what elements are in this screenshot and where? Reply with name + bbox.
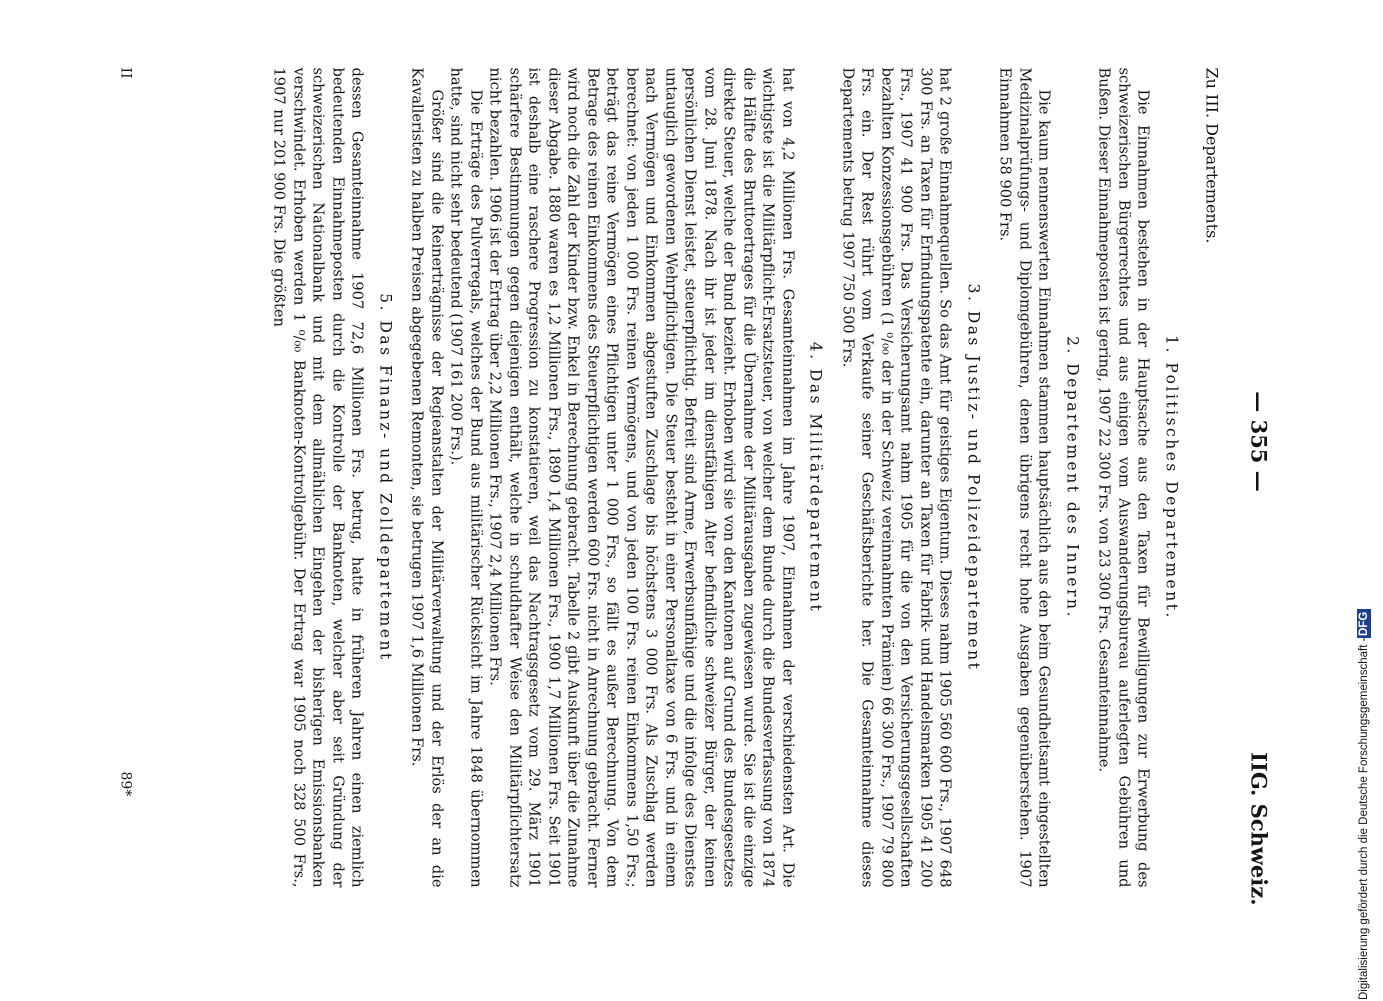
signature-mark-right: 89* xyxy=(117,771,133,796)
section-heading: Zu III. Departements. xyxy=(1202,67,1221,243)
department-2-title: 2. Departement des Innern. xyxy=(1063,335,1081,619)
dfg-credit-label: Digitalisierung gefördert durch die Deutsche Forschungsgemeinschaft - xyxy=(1358,637,1370,1000)
department-4-paragraph-1: hat von 4,2 Millionen Frs. Gesamteinnahmen im Jahre 1907, Einnahmen der verschiedensten Art. Die wichtigste ist die Militärpflicht-Ersatzsteuer, von welcher dem Bunde durch die Bundesverfassung von 1874 die Hälfte des Bruttoertrages für die Übernahme der Militärausgaben zugewiesen wurde. Sie ist die einzige direkte Steuer, welche der Bund bezieht. Erhoben wird sie von den Kantonen auf Grund des Bundesgesetzes vom 28. Juni 1878. Nach ihr ist jeder im dienstfähigen Alter befindliche schweizer Bürger, der keinen persönlichen Dienst leistet, steuerpflichtig. Befreit sind Arme, Erwerbsunfähige und die infolge des Dienstes untauglich gewordenen Wehrpflichtigen. Die Steuer besteht in einer Personaltaxe von 6 Frs. und in einem nach Vermögen und Einkommen abgestuften Zuschlage bis höchstens 3 000 Frs. Als Zuschlag werden berechnet: von jeden 1 000 Frs. reinen Vermögens, und von jeden 100 Frs. reinen Einkommens 1,50 Frs.; beträgt das reine Vermögen eines Pflichtigen unter 1 000 Frs., so fällt es außer Berechnung. Von dem Betrage des reinen Einkommens des Steuerpflichtigen werden 600 Frs. nicht in Anrechnung gebracht. Ferner wird noch die Zahl der Kinder bzw. Enkel in Berechnung gebracht. Tabelle 2 gibt Auskunft über die Zunahme dieser Abgabe. 1880 waren es 1,2 Millionen Frs., 1890 1,4 Millionen Frs., 1900 1,7 Millionen Frs. Seit 1901 ist deshalb eine raschere Progression zu konstatieren, weil das Nachtragsgesetz vom 29. März 1901 schärfere Bestimmungen gegen diejenigen enthält, welche in schuldhafter Weise den Militärpflichtersatz nicht bezahlen. 1906 ist der Ertrag über 2,2 Millionen Frs., 1907 2,4 Millionen Frs. xyxy=(486,67,796,887)
digitization-credit-text xyxy=(1349,0,1379,1000)
department-4-paragraph-2: Die Erträge des Pulverregals, welches der Bund aus militärischer Rücksicht im Jahre 1848 übernommen hatte, sind nicht sehr bedeutend (1907 161 200 Frs.). xyxy=(447,67,484,887)
department-3-title: 3. Das Justiz- und Polizeidepartement xyxy=(964,283,982,671)
running-head: IIG. Schweiz. xyxy=(1246,751,1271,905)
page-body xyxy=(269,67,1193,887)
page-number: — 355 — xyxy=(1246,390,1271,492)
department-5-title: 5. Das Finanz- und Zolldepartement xyxy=(376,292,394,662)
page-header xyxy=(1231,61,1271,941)
department-4-paragraph-3: Größer sind die Reinerträgnisse der Regieanstalten der Militärverwaltung und der Erlös der an die Kavalleristen zu halben Preisen abgegebenen Remonten, sie betrugen 1907 1,6 Millionen Frs. xyxy=(408,67,445,887)
department-2-paragraph: Die kaum nennenswerten Einnahmen stammen hauptsächlich aus den beim Gesundheitsamt eingestellten Medizinalprüfungs- und Diplomgebühren, denen übrigens recht hohe Ausgaben gegenüberstehen. 1907 Einnahmen 58 900 Frs. xyxy=(996,67,1053,887)
department-1-paragraph: Die Einnahmen bestehen in der Hauptsache aus den Taxen für Bewilligungen zur Erwerbung des schweizerischen Bürgerrechtes und aus einigen vom Auswanderungsbureau auferlegten Gebühren und Bußen. Dieser Einnahmeposten ist gering, 1907 22 300 Frs. von 23 300 Frs. Gesamteinnahme. xyxy=(1095,67,1152,887)
dfg-logo: DFG xyxy=(1358,611,1370,636)
department-1-title: 1. Politisches Departement. xyxy=(1162,334,1180,620)
signature-mark-left: II xyxy=(117,67,133,79)
department-3-paragraph: hat 2 große Einnahmequellen. So das Amt für geistiges Eigentum. Dieses nahm 1905 560 600 Frs., 1907 648 300 Frs. an Taxen für Erfindungspatente ein, darunter an Taxen für Fabrik- und Handelsmarken 1905 41 200 Frs., 1907 41 900 Frs. Das Versicherungsamt nahm 1905 für die von den Versicherungsgesellschaften bezahlten Konzessionsgebühren (1 ⁰/₀₀ der in der Schweiz vereinnahmten Prämien) 66 300 Frs., 1907 79 800 Frs. ein. Der Rest rührt vom Verkaufe seiner Geschäftsberichte her. Die Gesamteinnahme dieses Departements betrug 1907 750 500 Frs. xyxy=(839,67,954,887)
department-5-paragraph: dessen Gesamteinnahme 1907 72,6 Millionen Frs. betrug, hatte in früheren Jahren einen ziemlich bedeutenden Einnahmeposten durch die Kontrolle der Banknoten, welcher aber seit Gründung der schweizerischen Nationalbank und mit dem allmählichen Eingehen der bisherigen Emissionsbanken verschwindet. Erhoben werden 1 ⁰/₀₀ Banknoten-Kontrollgebühr. Der Ertrag war 1905 noch 328 500 Frs., 1907 nur 201 900 Frs. Die größten xyxy=(270,67,366,887)
department-4-title: 4. Das Militärdepartement xyxy=(806,341,825,613)
digitization-credit xyxy=(1349,0,1379,1000)
book-page xyxy=(0,1,1383,1001)
